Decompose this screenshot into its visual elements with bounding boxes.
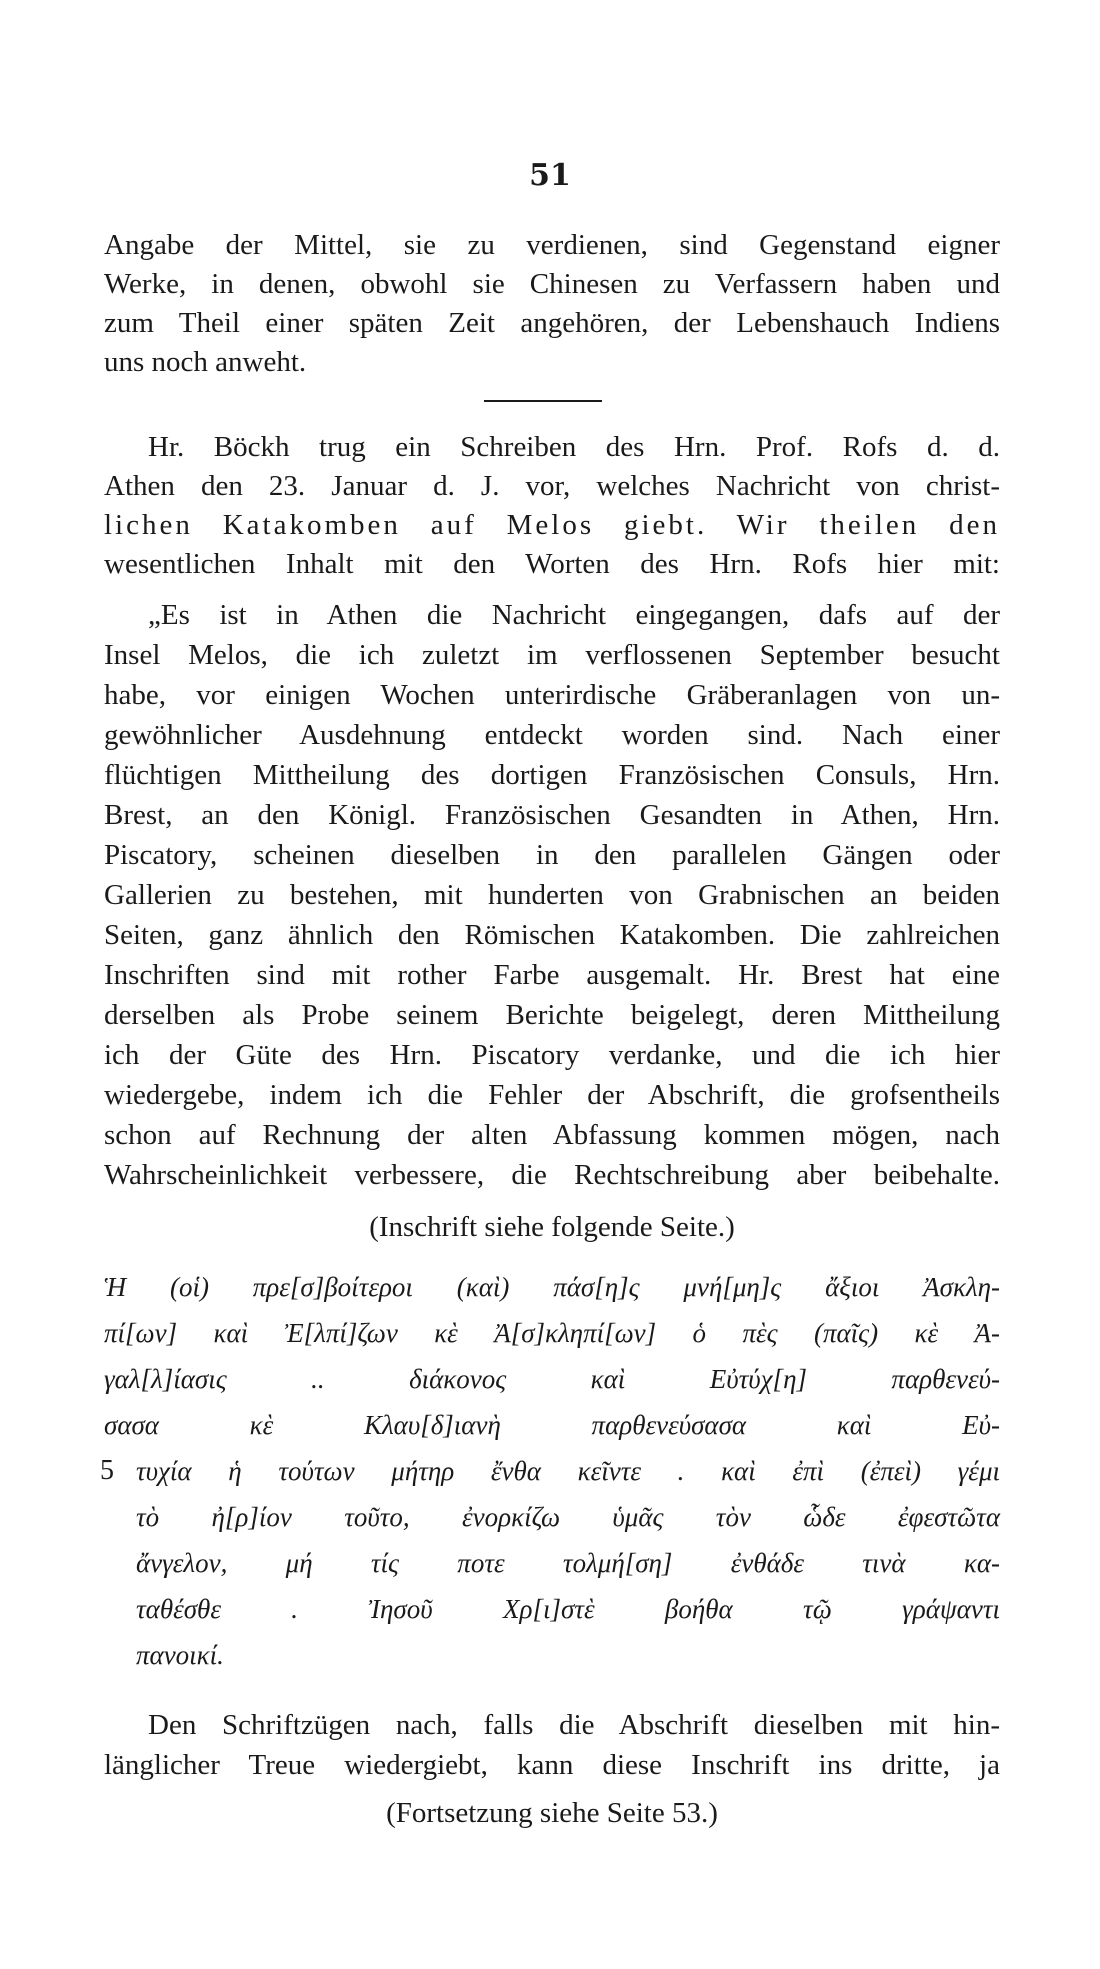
inscription-note: (Inschrift siehe folgende Seite.) — [369, 1211, 735, 1243]
text-line: Brest, an den Königl. Französischen Gesandten in Athen, Hrn. — [104, 799, 1000, 831]
greek-inscription-line: τυχία ἡ τούτων μήτηρ ἔνθα κεῖντε . καὶ ἐπὶ (ἐπεὶ) γέμι — [136, 1456, 1000, 1486]
text-line: flüchtigen Mittheilung des dortigen Französischen Consuls, Hrn. — [104, 759, 1000, 791]
text-line: Gallerien zu bestehen, mit hunderten von Grabnischen an beiden — [104, 879, 1000, 911]
text-line: Inschriften sind mit rother Farbe ausgemalt. Hr. Brest hat eine — [104, 959, 1000, 991]
text-line: derselben als Probe seinem Berichte beigelegt, deren Mittheilung — [104, 999, 1000, 1031]
line-number: 5 — [100, 1455, 114, 1486]
text-line: Athen den 23. Januar d. J. vor, welches Nachricht von christ- — [104, 470, 1000, 502]
continuation-note: (Fortsetzung siehe Seite 53.) — [386, 1797, 718, 1829]
text-line: habe, vor einigen Wochen unterirdische Gräberanlagen von un- — [104, 679, 1000, 711]
text-line: zum Theil einer späten Zeit angehören, der Lebenshauch Indiens — [104, 307, 1000, 339]
text-line: Piscatory, scheinen dieselben in den parallelen Gängen oder — [104, 839, 1000, 871]
greek-inscription-line: πί[ων] καὶ Ἐ[λπί]ζων κὲ Ἀ[σ]κληπί[ων] ὁ πὲς (παῖς) κὲ Ἀ- — [104, 1318, 1000, 1348]
text-line: Hr. Böckh trug ein Schreiben des Hrn. Prof. Rofs d. d. — [148, 431, 1000, 463]
greek-inscription-line: ταθέσθε . Ἰησοῦ Χρ[ι]στὲ βοήθα τῷ γράψαντι — [136, 1594, 1000, 1624]
greek-inscription-line: Ἡ (οἱ) πρε[σ]βοίτεροι (καὶ) πάσ[η]ς μνή[μη]ς ἄξιοι Ἀσκλη- — [104, 1272, 1000, 1302]
greek-inscription-line: ἄνγελον, μή τίς ποτε τολμή[ση] ἐνθάδε τινὰ κα- — [136, 1548, 1000, 1578]
section-divider — [484, 400, 602, 402]
greek-inscription-line: τὸ ἠ[ρ]ίον τοῦτο, ἐνορκίζω ὑμᾶς τὸν ὧδε ἐφεστῶτα — [136, 1502, 1000, 1532]
text-line: lichen Katakomben auf Melos giebt. Wir theilen den — [104, 509, 1000, 541]
text-line: Angabe der Mittel, sie zu verdienen, sind Gegenstand eigner — [104, 229, 1000, 261]
text-line: Insel Melos, die ich zuletzt im verflossenen September besucht — [104, 639, 1000, 671]
text-line: Den Schriftzügen nach, falls die Abschrift dieselben mit hin- — [148, 1709, 1000, 1741]
text-line: Seiten, ganz ähnlich den Römischen Katakomben. Die zahlreichen — [104, 919, 1000, 951]
text-line: schon auf Rechnung der alten Abfassung kommen mögen, nach — [104, 1119, 1000, 1151]
text-line: „Es ist in Athen die Nachricht eingegangen, dafs auf der — [148, 599, 1000, 631]
text-line: Werke, in denen, obwohl sie Chinesen zu Verfassern haben und — [104, 268, 1000, 300]
text-line: Wahrscheinlichkeit verbessere, die Rechtschreibung aber beibehalte. — [104, 1159, 1000, 1191]
greek-inscription-line: γαλ[λ]ίασις .. διάκονος καὶ Εὐτύχ[η] παρθενεύ- — [104, 1364, 1000, 1394]
page-number: 51 — [529, 158, 571, 193]
text-line: wesentlichen Inhalt mit den Worten des Hrn. Rofs hier mit: — [104, 548, 1000, 580]
greek-inscription-line: πανοικί. — [136, 1640, 224, 1670]
text-line: länglicher Treue wiedergiebt, kann diese Inschrift ins dritte, ja — [104, 1749, 1000, 1781]
text-line: ich der Güte des Hrn. Piscatory verdanke, und die ich hier — [104, 1039, 1000, 1071]
text-line: gewöhnlicher Ausdehnung entdeckt worden sind. Nach einer — [104, 719, 1000, 751]
greek-inscription-line: σασα κὲ Κλαυ[δ]ιανὴ παρθενεύσασα καὶ Εὐ- — [104, 1410, 1000, 1440]
text-line: uns noch anweht. — [104, 346, 307, 378]
text-line: wiedergebe, indem ich die Fehler der Abschrift, die grofsentheils — [104, 1079, 1000, 1111]
